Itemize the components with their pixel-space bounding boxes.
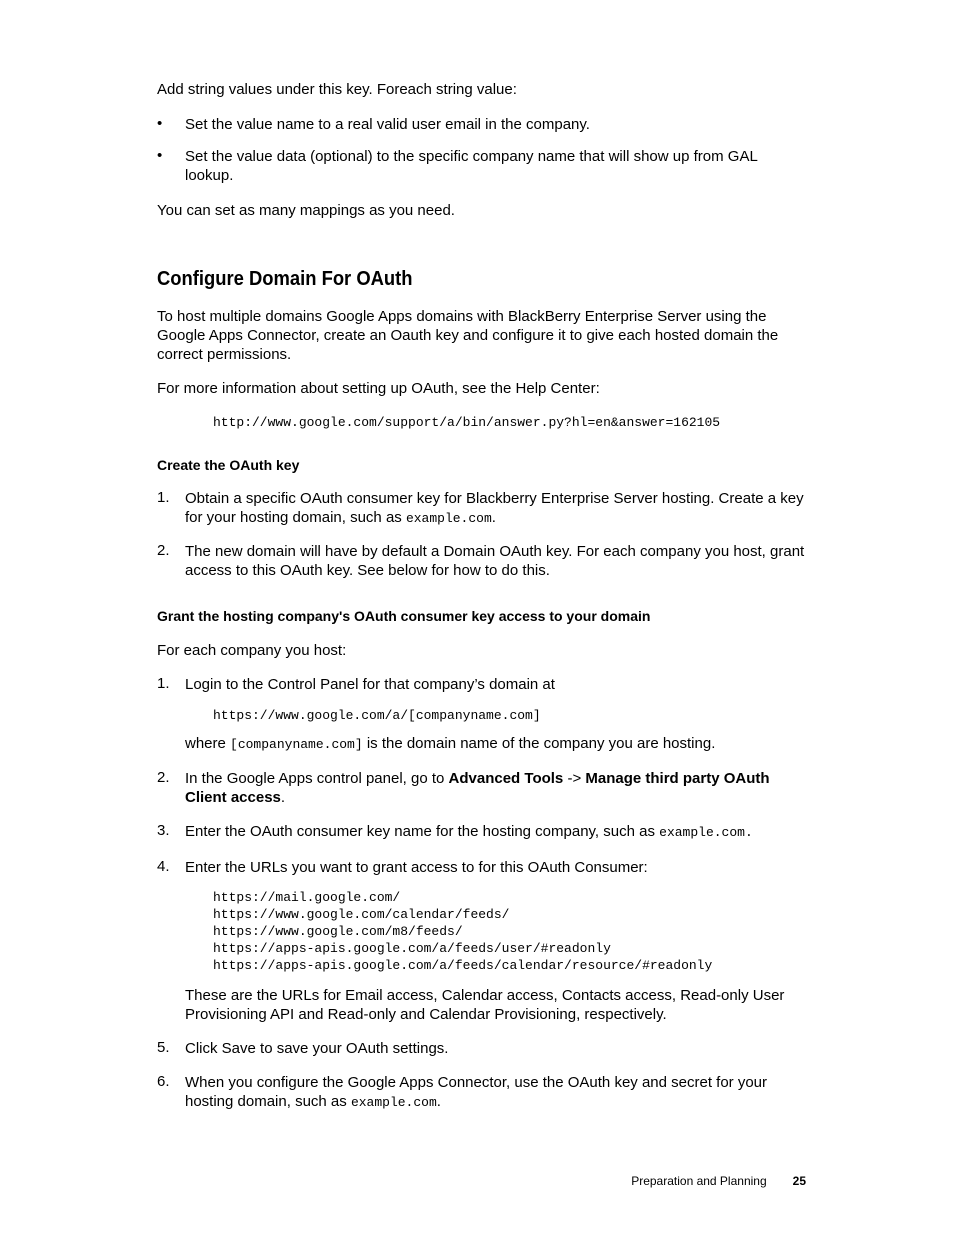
inline-code: example.com: [350, 1095, 437, 1110]
url-line: https://apps-apis.google.com/a/feeds/user/#readonly: [213, 941, 611, 956]
step-text: Obtain a specific OAuth consumer key for Blackberry Enterprise Server hosting. Create a key for your hosting domain, such as: [185, 490, 804, 526]
url-line: https://mail.google.com/: [213, 890, 401, 905]
step-text: When you configure the Google Apps Connector, use the OAuth key and secret for your hosting domain, such as: [185, 1074, 768, 1110]
intro-text: Add string values under this key. Foreach string value:: [157, 81, 517, 98]
url-list: [157, 889, 807, 974]
bullet: •: [157, 115, 163, 132]
list-item: [157, 542, 807, 580]
step-text: In the Google Apps control panel, go to: [185, 770, 449, 787]
step-number: 6.: [157, 1073, 170, 1090]
url-line: https://www.google.com/m8/feeds/: [213, 924, 463, 939]
step-text: .: [280, 789, 286, 806]
step-number: 1.: [157, 675, 170, 692]
list-item: [157, 822, 807, 842]
step-number: 5.: [157, 1039, 170, 1056]
step-text: Click Save to save your OAuth settings.: [185, 1040, 449, 1057]
list-item: [157, 675, 807, 694]
url-line: https://apps-apis.google.com/a/feeds/calendar/resource/#readonly: [213, 958, 713, 973]
step-number: 2.: [157, 542, 170, 559]
grant-intro: For each company you host:: [157, 642, 347, 659]
section-paragraph: To host multiple domains Google Apps domains with BlackBerry Enterprise Server using the Google Apps Connector, create an Oauth key and configure it to give each hosted domain the correct permissions.: [157, 308, 779, 363]
list-item: [157, 1073, 807, 1112]
help-center-url: http://www.google.com/support/a/bin/answer.py?hl=en&answer=162105: [213, 415, 721, 430]
subsection-title: Grant the hosting company's OAuth consumer key access to your domain: [157, 608, 651, 624]
step-text: .: [491, 509, 496, 526]
list-item: [157, 858, 807, 877]
step-text: is the domain name of the company you are hosting.: [362, 735, 716, 752]
step-text: These are the URLs for Email access, Calendar access, Contacts access, Read-only User Provisioning API and Read-only and Calendar Provisioning, respectively.: [185, 987, 785, 1023]
page-footer: [0, 1174, 806, 1188]
intro-closing: You can set as many mappings as you need.: [157, 202, 455, 219]
step-number: 3.: [157, 822, 170, 839]
step-text: ->: [563, 770, 586, 787]
menu-path: Manage third party OAuth Client access: [185, 770, 770, 806]
control-panel-url: https://www.google.com/a/[companyname.com]: [213, 708, 541, 723]
inline-code: example.com.: [659, 825, 753, 840]
list-item: [157, 147, 807, 185]
section-paragraph: For more information about setting up OAuth, see the Help Center:: [157, 380, 600, 397]
list-item: [157, 1039, 807, 1058]
step-text: where: [185, 735, 231, 752]
step-number: 1.: [157, 489, 170, 506]
inline-code: example.com: [405, 511, 492, 526]
step-text: Login to the Control Panel for that company’s domain at: [185, 676, 555, 693]
menu-path: Advanced Tools: [448, 770, 564, 787]
step-text: .: [436, 1093, 441, 1110]
subsection-title: Create the OAuth key: [157, 457, 300, 473]
document-page: [157, 79, 807, 1112]
bullet-text: Set the value name to a real valid user email in the company.: [185, 116, 590, 133]
footer-section-label: Preparation and Planning: [631, 1174, 767, 1188]
url-line: https://www.google.com/calendar/feeds/: [213, 907, 510, 922]
list-item: [157, 489, 807, 528]
inline-code: [companyname.com]: [230, 737, 363, 752]
step-text: Enter the URLs you want to grant access to for this OAuth Consumer:: [185, 859, 648, 876]
bullet: •: [157, 147, 163, 164]
step-number: 4.: [157, 858, 170, 875]
bullet-text: Set the value data (optional) to the specific company name that will show up from GAL lookup.: [185, 148, 758, 184]
step-text: Enter the OAuth consumer key name for the hosting company, such as: [185, 823, 660, 840]
page-number: 25: [792, 1174, 806, 1188]
step-text: The new domain will have by default a Domain OAuth key. For each company you host, grant access to this OAuth key. See below for how to do this.: [185, 543, 805, 579]
section-title: Configure Domain For OAuth: [157, 268, 413, 290]
list-item: [157, 769, 807, 807]
list-item: [157, 115, 807, 134]
step-number: 2.: [157, 769, 170, 786]
